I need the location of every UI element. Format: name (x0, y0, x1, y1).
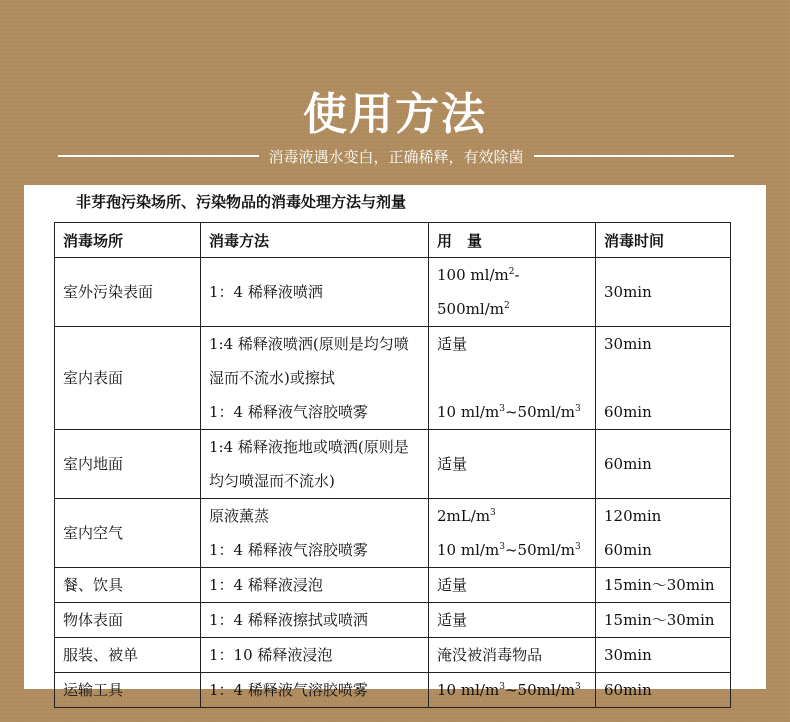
cell-time (596, 499, 731, 568)
table-row (55, 673, 731, 708)
method-line: 1:4 稀释液喷洒(原则是均匀喷湿而不流水)或擦拭 (209, 335, 409, 387)
cell-place: 物体表面 (55, 603, 201, 638)
cell-method (201, 499, 429, 568)
table-row (55, 568, 731, 603)
time-line: 30min (604, 335, 652, 353)
table-row (55, 638, 731, 673)
method-line: 原液薰蒸 (209, 507, 270, 525)
table-row (55, 603, 731, 638)
cell-time: 15min～30min (596, 568, 731, 603)
cell-time: 30min (596, 638, 731, 673)
subtitle: 消毒液遇水变白，正确稀释，有效除菌 (268, 147, 524, 166)
dose-line: 10 $ml/m^3\sim 50ml/m^3$ (437, 403, 581, 421)
cell-method: 1：4 稀释液擦拭或喷洒 (201, 603, 429, 638)
cell-place: 服装、被单 (55, 638, 201, 673)
method-line: 1：4 稀释液气溶胶喷雾 (209, 541, 368, 559)
cell-place: 室内空气 (55, 499, 201, 568)
time-line: 60min (604, 403, 652, 421)
cell-dose: 淹没被消毒物品 (429, 638, 596, 673)
right-rule (534, 155, 735, 157)
subtitle-row (58, 145, 734, 167)
table-row (55, 327, 731, 430)
header-time: 消毒时间 (596, 223, 731, 258)
cell-dose: 适量 (429, 430, 596, 499)
content-panel (24, 185, 766, 699)
dose-line: 10 $ml/m^3\sim 50ml/m^3$ (437, 541, 581, 559)
dose-line: 适量 (437, 335, 468, 353)
cell-time: 60min (596, 430, 731, 499)
cell-dose: 100 $ml/m^2-500ml/m^2$ (429, 258, 596, 327)
cell-time (596, 327, 731, 430)
cell-dose (429, 499, 596, 568)
cell-method (201, 327, 429, 430)
cell-place: 室内地面 (55, 430, 201, 499)
cell-dose: 适量 (429, 568, 596, 603)
table-caption: 非芽孢污染场所、污染物品的消毒处理方法与剂量 (76, 193, 407, 211)
method-line: 1：4 稀释液气溶胶喷雾 (209, 403, 368, 421)
spacer (604, 361, 722, 395)
cell-place: 室外污染表面 (55, 258, 201, 327)
dose-line: $2mL/m^3$ (437, 507, 496, 525)
cell-place: 运输工具 (55, 673, 201, 708)
cell-method: 1：4 稀释液浸泡 (201, 568, 429, 603)
cell-method: 1:4 稀释液拖地或喷洒(原则是均匀喷湿而不流水) (201, 430, 429, 499)
left-rule (58, 155, 259, 157)
header-dose: 用 量 (429, 223, 596, 258)
time-line: 120min (604, 507, 662, 525)
cell-method: 1：10 稀释液浸泡 (201, 638, 429, 673)
cell-time: 30min (596, 258, 731, 327)
cell-time: 60min (596, 673, 731, 708)
cell-method: 1：4 稀释液喷洒 (201, 258, 429, 327)
spacer (437, 361, 587, 395)
cell-place: 餐、饮具 (55, 568, 201, 603)
cell-place: 室内表面 (55, 327, 201, 430)
time-line: 60min (604, 541, 652, 559)
table-row (55, 258, 731, 327)
page-title: 使用方法 (303, 89, 487, 140)
table-header-row (55, 223, 731, 258)
cell-dose: 10 $ml/m^3\sim 50ml/m^3$ (429, 673, 596, 708)
cell-method: 1：4 稀释液气溶胶喷雾 (201, 673, 429, 708)
cell-dose: 适量 (429, 603, 596, 638)
cell-dose (429, 327, 596, 430)
table-row (55, 430, 731, 499)
header-place: 消毒场所 (55, 223, 201, 258)
header-method: 消毒方法 (201, 223, 429, 258)
cell-time: 15min～30min (596, 603, 731, 638)
disinfection-table (54, 222, 731, 708)
table-row (55, 499, 731, 568)
